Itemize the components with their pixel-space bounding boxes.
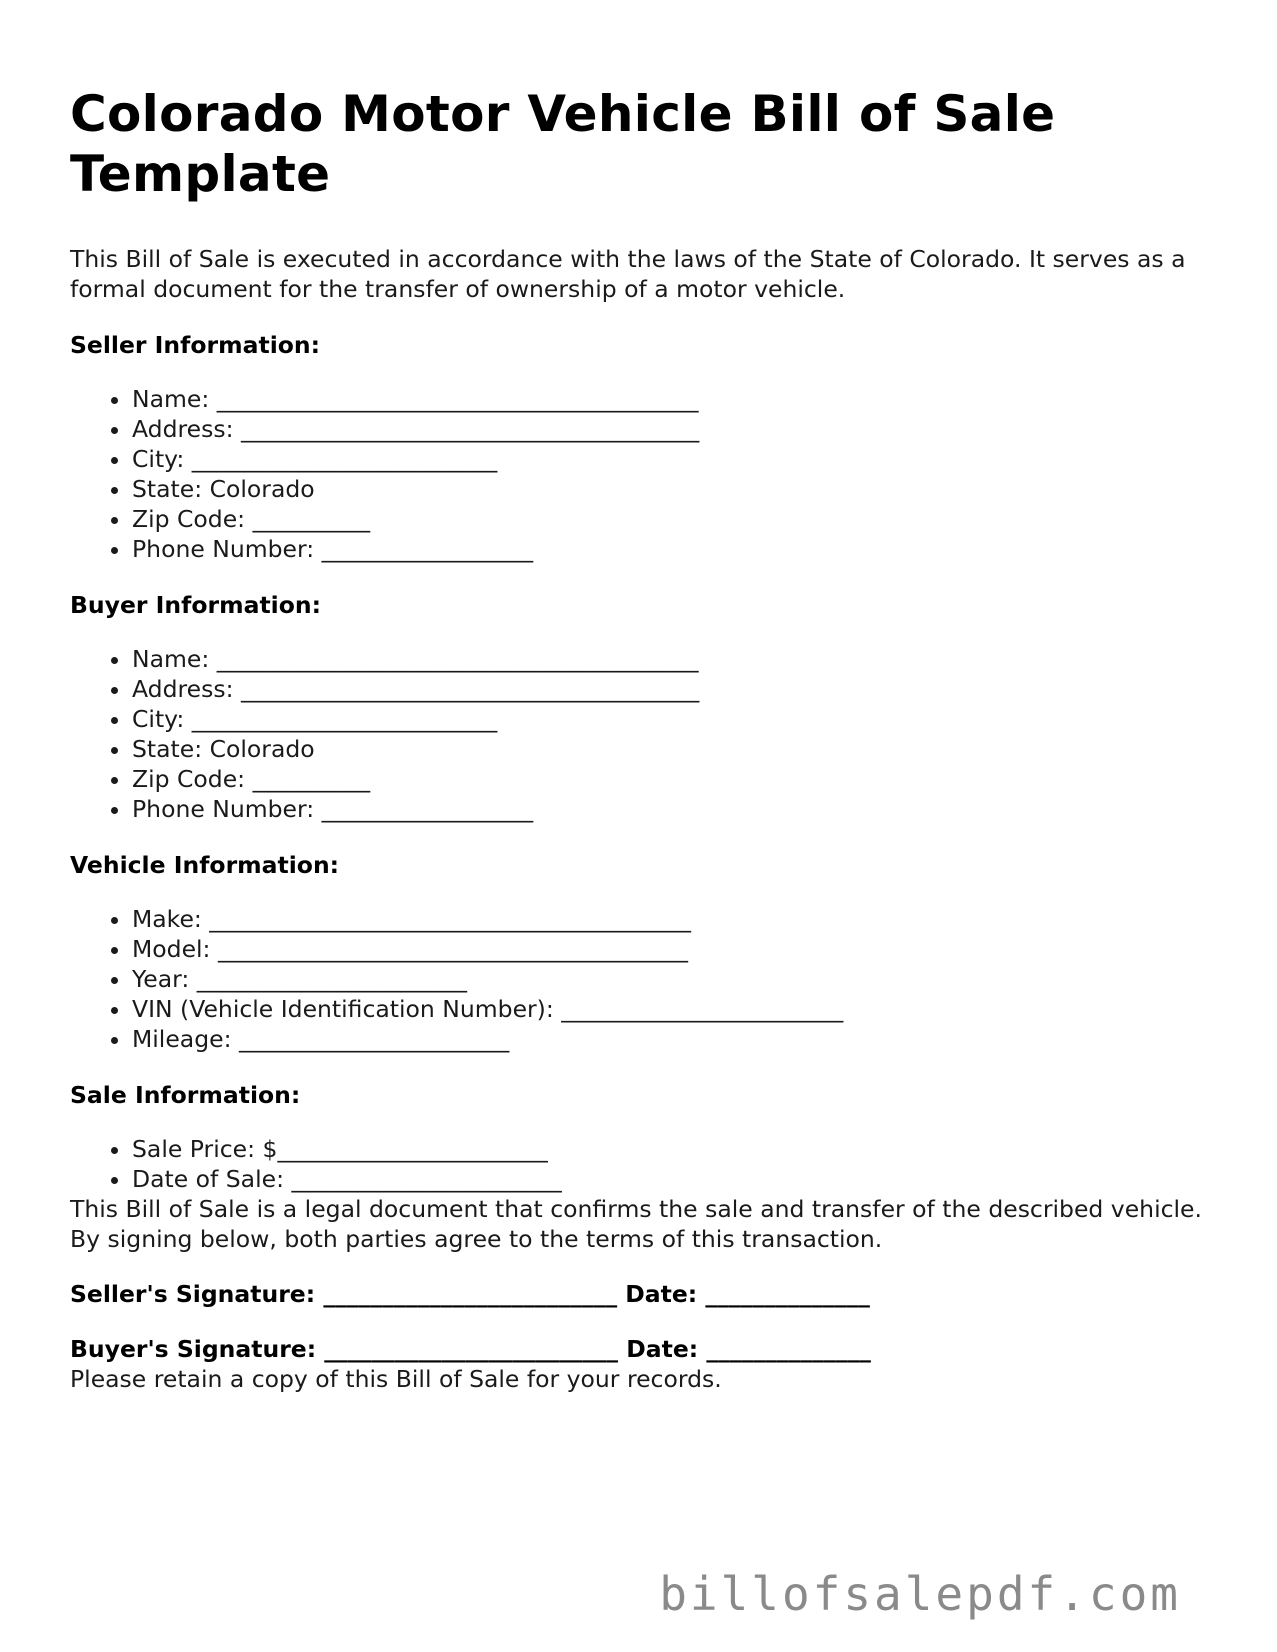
intro-paragraph: This Bill of Sale is executed in accordance with the laws of the State of Colorado. It serves as a formal document for the transfer of ownership of a motor vehicle. (70, 245, 1186, 303)
sale-date-field: • Date of Sale: _______________________ (132, 1164, 1210, 1194)
document-page (70, 84, 1210, 1394)
vehicle-vin-field: • VIN (Vehicle Identification Number): ________________________ (132, 994, 1210, 1024)
seller-address-field: • Address: _______________________________________ (132, 414, 1210, 444)
buyer-signature-line: Buyer's Signature: _________________________ Date: ______________ (70, 1335, 871, 1363)
buyer-section-heading: Buyer Information: (70, 591, 322, 619)
seller-zip-field: • Zip Code: __________ (132, 504, 1210, 534)
vehicle-make-field: • Make: _________________________________________ (132, 904, 1210, 934)
vehicle-mileage-field: • Mileage: _______________________ (132, 1024, 1210, 1054)
vehicle-info-list (70, 904, 1210, 1054)
closing-paragraph: This Bill of Sale is a legal document that confirms the sale and transfer of the described vehicle. By signing below, both parties agree to the terms of this transaction. (70, 1195, 1202, 1253)
buyer-state-field: • State: Colorado (132, 734, 1210, 764)
buyer-name-field: • Name: _________________________________________ (132, 644, 1210, 674)
retain-note: Please retain a copy of this Bill of Sale for your records. (70, 1365, 722, 1393)
page-title: Colorado Motor Vehicle Bill of Sale Template (70, 85, 1056, 203)
seller-state-field: • State: Colorado (132, 474, 1210, 504)
buyer-address-field: • Address: _______________________________________ (132, 674, 1210, 704)
buyer-zip-field: • Zip Code: __________ (132, 764, 1210, 794)
seller-info-list (70, 384, 1210, 564)
buyer-info-list (70, 644, 1210, 824)
buyer-phone-field: • Phone Number: __________________ (132, 794, 1210, 824)
seller-phone-field: • Phone Number: __________________ (132, 534, 1210, 564)
sale-price-field: • Sale Price: $_______________________ (132, 1134, 1210, 1164)
seller-section-heading: Seller Information: (70, 331, 321, 359)
seller-signature-line: Seller's Signature: _________________________ Date: ______________ (70, 1280, 870, 1308)
sale-info-list (70, 1134, 1210, 1194)
seller-city-field: • City: __________________________ (132, 444, 1210, 474)
vehicle-section-heading: Vehicle Information: (70, 851, 340, 879)
seller-name-field: • Name: _________________________________________ (132, 384, 1210, 414)
site-watermark: billofsalepdf.com (659, 1567, 1181, 1621)
vehicle-year-field: • Year: _______________________ (132, 964, 1210, 994)
sale-section-heading: Sale Information: (70, 1081, 301, 1109)
buyer-city-field: • City: __________________________ (132, 704, 1210, 734)
vehicle-model-field: • Model: ________________________________________ (132, 934, 1210, 964)
